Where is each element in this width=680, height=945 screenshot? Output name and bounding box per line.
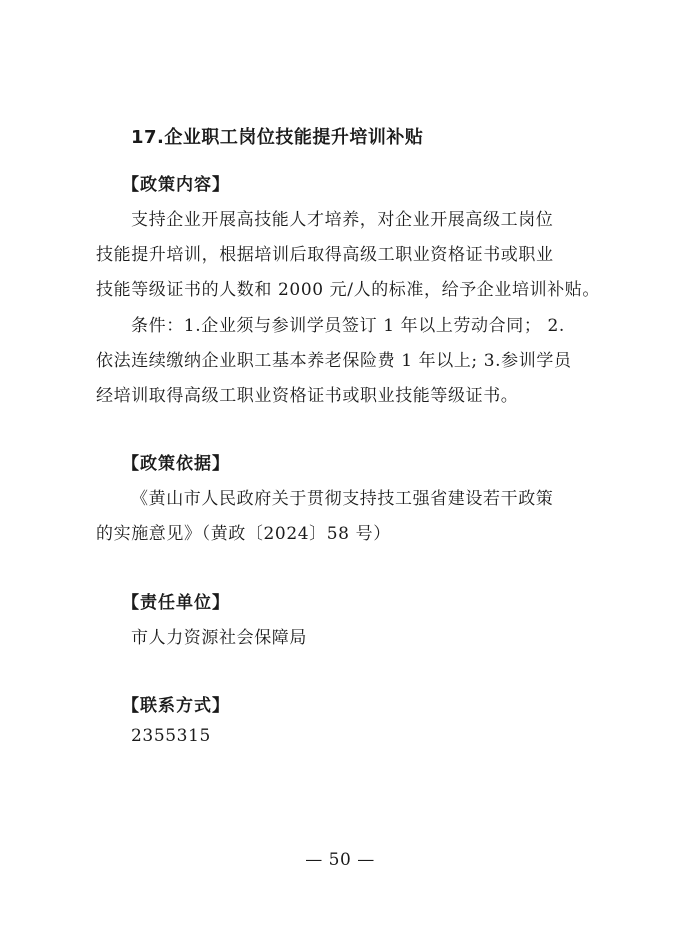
content-line: 技能等级证书的人数和 2000 元/人的标准，给予企业培训补贴。	[96, 280, 600, 300]
responsible-unit: 市人力资源社会保障局	[131, 628, 307, 648]
basis-line: 《黄山市人民政府关于贯彻支持技工强省建设若干政策	[131, 489, 554, 509]
policy-title: 17.企业职工岗位技能提升培训补贴	[131, 127, 424, 148]
content-line: 条件：1.企业须与参训学员签订 1 年以上劳动合同； 2.	[131, 316, 565, 336]
section-heading-unit: 【责任单位】	[122, 593, 230, 613]
content-line: 经培训取得高级工职业资格证书或职业技能等级证书。	[96, 386, 519, 406]
section-heading-basis: 【政策依据】	[122, 454, 230, 474]
section-heading-contact: 【联系方式】	[122, 696, 230, 716]
section-heading-content: 【政策内容】	[122, 175, 230, 195]
contact-phone: 2355315	[131, 726, 211, 746]
content-line: 支持企业开展高技能人才培养，对企业开展高级工岗位	[131, 210, 554, 230]
page-number: — 50 —	[305, 850, 375, 870]
content-line: 依法连续缴纳企业职工基本养老保险费 1 年以上; 3.参训学员	[96, 351, 572, 371]
basis-line: 的实施意见》（黄政〔2024〕58 号）	[96, 524, 391, 544]
content-line: 技能提升培训，根据培训后取得高级工职业资格证书或职业	[96, 245, 554, 265]
